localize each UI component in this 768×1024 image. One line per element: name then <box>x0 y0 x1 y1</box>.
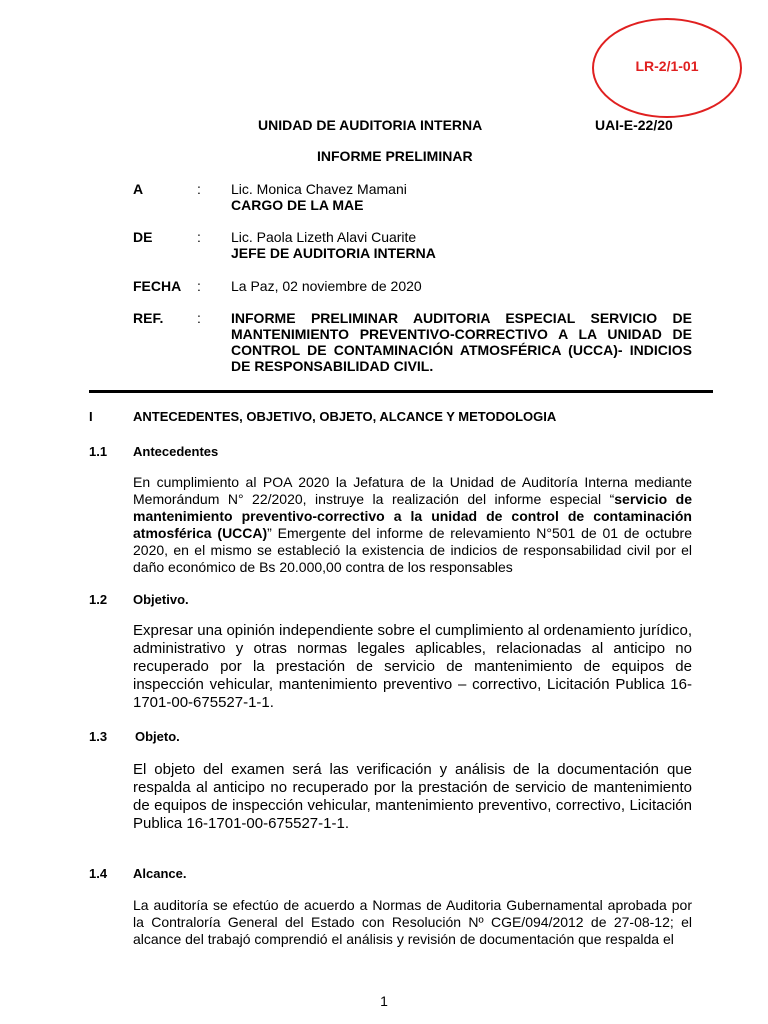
subsection-number-1-3: 1.3 <box>89 729 108 744</box>
section-number: I <box>89 409 93 424</box>
antecedentes-text-a: En cumplimiento al POA 2020 la Jefatura de la Unidad de Auditoría Interna mediante Memorándum N° 22/2020, instruye la realización del informe especial “ <box>133 474 692 507</box>
antecedentes-text-b: ” Emergente del informe de relevamiento N°501 de 01 de octubre 2020, en el mismo se estableció la existencia de indicios de responsabilidad civil por el daño económico de Bs 20.000,00 contra de los responsables <box>133 525 692 575</box>
from-name: Lic. Paola Lizeth Alavi Cuarite <box>231 229 417 245</box>
subsection-title-objeto: Objeto. <box>135 729 180 744</box>
document-title: INFORME PRELIMINAR <box>317 148 473 164</box>
antecedentes-text-bold: servicio de mantenimiento preventivo-correctivo a la unidad de control de contaminación atmosférica (UCCA) <box>133 491 693 541</box>
ref-label: REF. <box>133 310 164 326</box>
date-value: La Paz, 02 noviembre de 2020 <box>231 278 422 294</box>
antecedentes-paragraph <box>133 474 692 576</box>
objeto-paragraph: El objeto del examen será las verificación y análisis de la documentación que respalda al anticipo no recuperado por la prestación de servicio de mantenimiento de equipos de inspección vehicular, mantenimiento preventivo, correctivo, Licitación Publica 16-1701-00-675527-1-1. <box>133 761 692 832</box>
date-colon: : <box>197 278 201 294</box>
subsection-title-objetivo: Objetivo. <box>133 592 189 607</box>
from-colon: : <box>197 229 201 245</box>
subsection-title-alcance: Alcance. <box>133 866 187 881</box>
page-number: 1 <box>380 993 388 1009</box>
ref-colon: : <box>197 310 201 326</box>
document-code: UAI-E-22/20 <box>595 117 673 133</box>
to-label: A <box>133 181 144 197</box>
ref-value: INFORME PRELIMINAR AUDITORIA ESPECIAL SERVICIO DE MANTENIMIENTO PREVENTIVO-CORRECTIVO A LA UNIDAD DE CONTROL DE CONTAMINACIÓN ATMOSFÉRICA (UCCA)- INDICIOS DE RESPONSABILIDAD CIVIL. <box>231 310 692 374</box>
unit-name: UNIDAD DE AUDITORIA INTERNA <box>258 117 483 133</box>
from-role: JEFE DE AUDITORIA INTERNA <box>231 245 436 261</box>
date-label: FECHA <box>133 278 182 294</box>
to-colon: : <box>197 181 201 197</box>
subsection-number-1-4: 1.4 <box>89 866 108 881</box>
subsection-number-1-1: 1.1 <box>89 444 108 459</box>
from-label: DE <box>133 229 153 245</box>
divider <box>89 390 713 393</box>
objetivo-paragraph: Expresar una opinión independiente sobre el cumplimiento al ordenamiento jurídico, administrativo y otras normas legales aplicables, relacionadas al anticipo no recuperado por la prestación de servicio de mantenimiento de equipos de inspección vehicular, mantenimiento preventivo – correctivo, Licitación Publica 16-1701-00-675527-1-1. <box>133 622 692 711</box>
to-role: CARGO DE LA MAE <box>231 197 364 213</box>
section-title: ANTECEDENTES, OBJETIVO, OBJETO, ALCANCE Y METODOLOGIA <box>133 409 557 424</box>
subsection-number-1-2: 1.2 <box>89 592 108 607</box>
to-name: Lic. Monica Chavez Mamani <box>231 181 407 197</box>
alcance-paragraph: La auditoría se efectúo de acuerdo a Normas de Auditoria Gubernamental aprobada por la Contraloría General del Estado con Resolución Nº CGE/094/2012 de 27-08-12; el alcance del trabajó comprendió el análisis y revisión de documentación que respalda el <box>133 897 692 947</box>
stamp-code: LR-2/1-01 <box>635 58 699 74</box>
subsection-title-antecedentes: Antecedentes <box>133 444 219 459</box>
